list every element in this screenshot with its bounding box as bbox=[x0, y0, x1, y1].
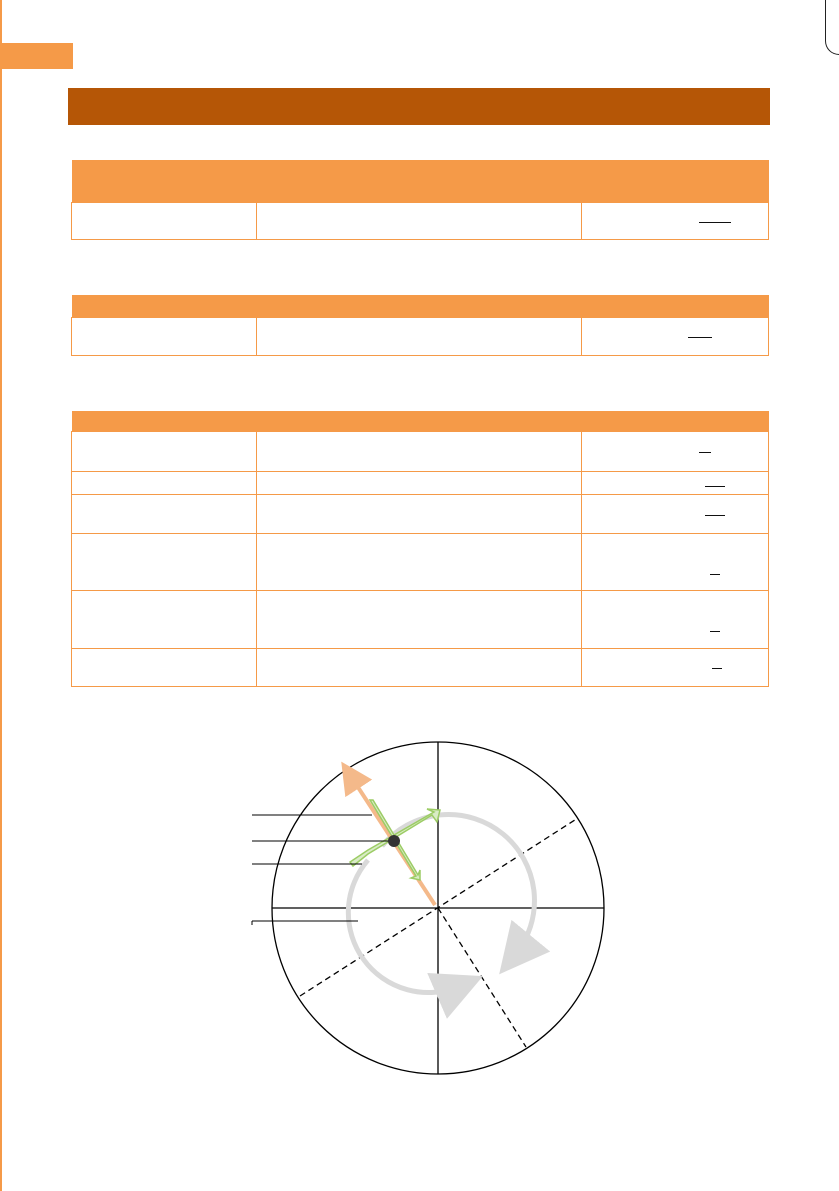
row-label bbox=[72, 649, 257, 687]
row-label bbox=[72, 432, 257, 472]
table-row bbox=[72, 318, 769, 356]
fraction bbox=[710, 566, 720, 581]
fraction bbox=[705, 478, 725, 489]
table-row bbox=[72, 432, 769, 472]
section-title-bar bbox=[68, 88, 770, 125]
fraction bbox=[699, 214, 731, 229]
fraction bbox=[699, 444, 711, 459]
row-description bbox=[257, 318, 582, 356]
row-label bbox=[72, 472, 257, 495]
row-description bbox=[257, 534, 582, 591]
row-formula bbox=[582, 534, 769, 591]
row-formula bbox=[582, 432, 769, 472]
formula-table-1 bbox=[71, 160, 769, 240]
rotation-arrow-icon bbox=[348, 860, 460, 993]
table-row bbox=[72, 203, 769, 240]
row-description bbox=[257, 203, 582, 240]
row-description bbox=[257, 472, 582, 495]
fraction bbox=[705, 507, 725, 522]
chapter-tab bbox=[0, 43, 73, 69]
dashed-diagonal-2 bbox=[438, 908, 526, 1047]
row-formula bbox=[582, 472, 769, 495]
row-formula bbox=[582, 591, 769, 649]
row-label bbox=[72, 203, 257, 240]
row-label bbox=[72, 591, 257, 649]
row-description bbox=[257, 649, 582, 687]
row-formula bbox=[582, 649, 769, 687]
table-row bbox=[72, 591, 769, 649]
formula-table-3 bbox=[71, 411, 769, 687]
row-label bbox=[72, 534, 257, 591]
binding-edge-line bbox=[0, 0, 2, 1191]
fraction bbox=[712, 660, 722, 675]
row-description bbox=[257, 432, 582, 472]
row-label bbox=[72, 495, 257, 534]
row-formula bbox=[582, 203, 769, 240]
rotation-arrow-icon bbox=[382, 815, 534, 955]
table-row bbox=[72, 495, 769, 534]
table-row bbox=[72, 472, 769, 495]
fraction bbox=[710, 623, 720, 638]
rotation-diagram bbox=[240, 735, 620, 1085]
row-formula bbox=[582, 495, 769, 534]
table-header bbox=[72, 295, 769, 318]
row-description bbox=[257, 591, 582, 649]
center-point-icon bbox=[388, 835, 400, 847]
row-description bbox=[257, 495, 582, 534]
formula-table-2 bbox=[71, 295, 769, 356]
table-row bbox=[72, 649, 769, 687]
row-label bbox=[72, 318, 257, 356]
table-header bbox=[72, 411, 769, 432]
fraction bbox=[688, 329, 712, 344]
row-formula bbox=[582, 318, 769, 356]
table-header bbox=[72, 160, 769, 203]
page-number-tab bbox=[825, 0, 839, 55]
table-row bbox=[72, 534, 769, 591]
